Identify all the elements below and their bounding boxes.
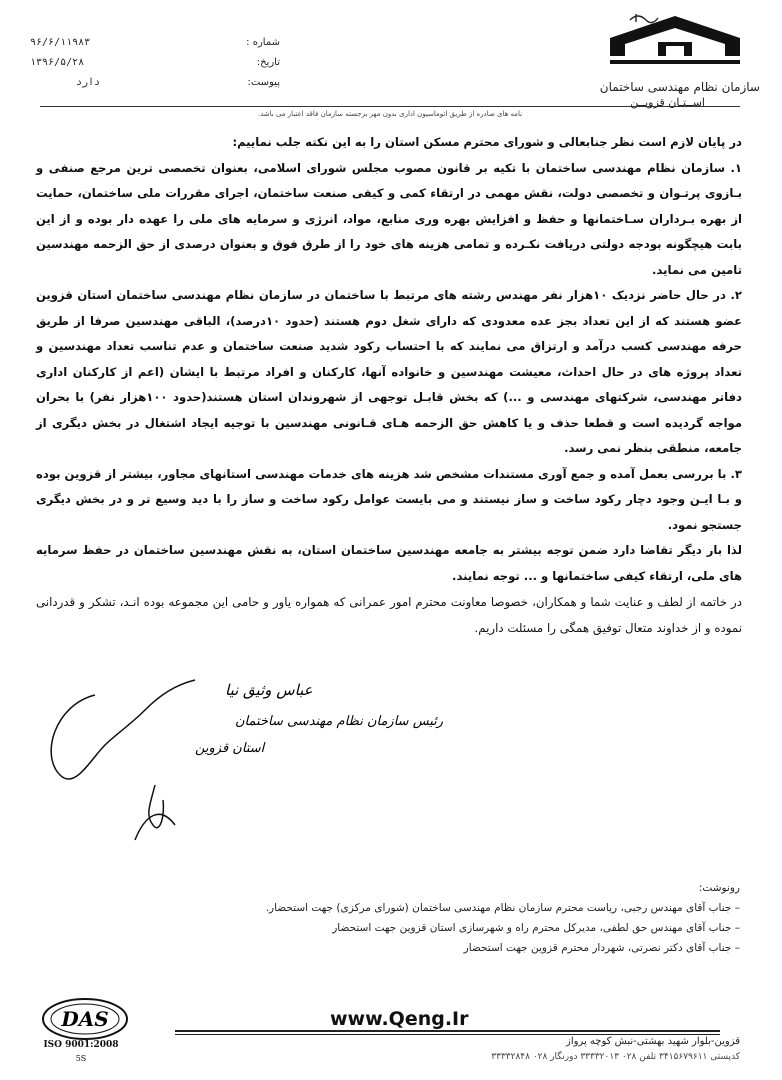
date-field xyxy=(30,57,280,71)
footer-divider-thin xyxy=(175,1034,720,1035)
attachment-value: دارد xyxy=(76,77,101,88)
intro-paragraph: در پایان لازم است نظر جنابعالی و شورای محترم مسکن استان را به این نکته جلب نماییم: xyxy=(232,135,742,149)
request-paragraph: لذا بار دیگر تقاضا دارد ضمن توجه بیشتر به جامعه مهندسین ساختمان استان، به نقش مهندسین ساختمان در حفظ سرمایه های ملی، ارتقاء کیفی ساختمانها و ... توجه نمایند. xyxy=(36,543,742,583)
signatory-name: عباس وثیق نیا xyxy=(225,681,313,699)
cc-heading: رونوشت: xyxy=(698,882,740,894)
iso-logo-text: DAS xyxy=(61,1007,109,1031)
date-label: تاریخ: xyxy=(256,57,280,68)
validity-notice: نامه های صادره از طریق اتوماسیون اداری بدون مهر برجسته سازمان فاقد اعتبار می باشد. xyxy=(257,110,523,118)
number-value: ۹۶/۶/۱۱۹۸۳ xyxy=(30,37,91,48)
closing-paragraph: در خاتمه از لطف و عنایت شما و همکاران، خصوصا معاونت محترم امور عمرانی که همواره یاور و حامی این مجموعه بوده انـد، تشکر و قدردانی نموده و از خداوند متعال توفیق همگی را مسئلت داریم. xyxy=(36,595,742,635)
date-value: ۱۳۹۶/۵/۲۸ xyxy=(30,57,85,68)
header-divider xyxy=(40,106,740,107)
attachment-field xyxy=(30,77,280,91)
attachment-label: پیوست: xyxy=(247,77,280,88)
footer-address: قزوین-بلوار شهید بهشتی-نبش کوچه پرواز xyxy=(566,1036,740,1047)
footer-divider xyxy=(175,1030,720,1032)
cc-item: – جناب آقای مهندس رجبی، ریاست محترم سازمان نظام مهندسی ساختمان (شورای مرکزی) جهت استحضار. xyxy=(265,902,740,914)
iso-certification-logo xyxy=(40,995,130,1045)
cc-list xyxy=(200,878,740,958)
cc-item: – جناب آقای مهندس حق لطفی، مدیرکل محترم راه و شهرسازی استان قزوین جهت استحضار xyxy=(332,922,740,934)
organization-province: اســتـان قزویــن xyxy=(630,96,705,109)
point-1-paragraph: ۱. سازمان نظام مهندسی ساختمان با تکیه بر قانون مصوب مجلس شورای اسلامی، بعنوان تخصصی ترین مرجع صنفی و بـازوی پرتـوان و تخصصی دولت، نقش مهمی در ارتقاء کمی و کیفی صنعت ساختمان، اجرای مقررات ملی ساختمان، حمایت از بهره بـرداران سـاختمانها و حفظ و افزایش بهره وری منابع، مواد، انرژی و سرمایه های ملی را عهده دار بوده و از این بابت هیچگونه بودجه دولتی دریافت نکـرده و تمامی هزینه های خود را از طرق فوق و بعنوان درصدی از حق الزحمه مهندسین تامین می نماید. xyxy=(36,160,742,277)
point-2-paragraph: ۲. در حال حاضر نزدیک ۱۰هزار نفر مهندس رشته های مرتبط با ساختمان در سازمان نظام مهندسی ساختمان استان قزوین عضو هستند که از این تعداد بجز عده معدودی که دارای شغل دوم هستند (حدود ۱۰درصد)، الباقی مهندسین صرفا از طریق حرفه مهندسی کسب درآمد و ارتزاق می نمایند که با احتساب رکود شدید صنعت ساختمان و عدم تناسب تعداد مهندسین و تعداد پروژه های در حال احداث، معیشت مهندسین و خانواده آنها، کارکنان و افراد مرتبط با ایشان (اعم از کارکنان اداری دفاتر مهندسی، شرکتهای مهندسی و ...) که بخش قابـل توجهی از شهروندان استان هستند(حدود ۱۰۰هزار نفر) با بحران مواجه گردیده است و قطعا حذف و یا کاهش حق الزحمه هـای قـانونی مهندسین با توجیه ایجاد اشتغال در بخش دیگری از جامعه، منطقی بنظر نمی رسد. xyxy=(36,288,742,455)
signatory-province: استان قزوین xyxy=(195,741,265,756)
iso-standard: ISO 9001:2008 xyxy=(43,1040,119,1050)
point-3-paragraph: ۳. با بررسی بعمل آمده و جمع آوری مستندات مشخص شد هزینه های خدمات مهندسی استانهای مجاور، بیشتر از قزوین بوده و بـا ایـن وجود دچار رکود ساخت و ساز نیستند و می بایست عوامل رکود ساخت و ساز را با دید وسیع تر و در بخش دیگری جستجو نمود. xyxy=(36,466,742,532)
organization-name: سازمان نظام مهندسی ساختمان xyxy=(599,80,760,94)
signature xyxy=(35,665,444,855)
cc-item: – جناب آقای دکتر نصرتی، شهردار محترم قزوین جهت استحضار xyxy=(463,942,740,954)
iso-code: 5S xyxy=(75,1054,87,1063)
number-field xyxy=(30,37,280,51)
signatory-title: رئیس سازمان نظام مهندسی ساختمان xyxy=(235,714,444,729)
website-link[interactable]: www.Qeng.Ir xyxy=(330,1008,469,1030)
letter-body xyxy=(36,130,742,641)
footer-phones: کدپستی ۳۴۱۵۶۷۹۶۱۱ تلفن ۰۲۸ ۳۳۳۳۲۰۱۳ دورنگار ۰۲۸ ۳۳۳۳۲۸۴۸ xyxy=(491,1052,740,1062)
number-label: شماره : xyxy=(246,37,280,48)
